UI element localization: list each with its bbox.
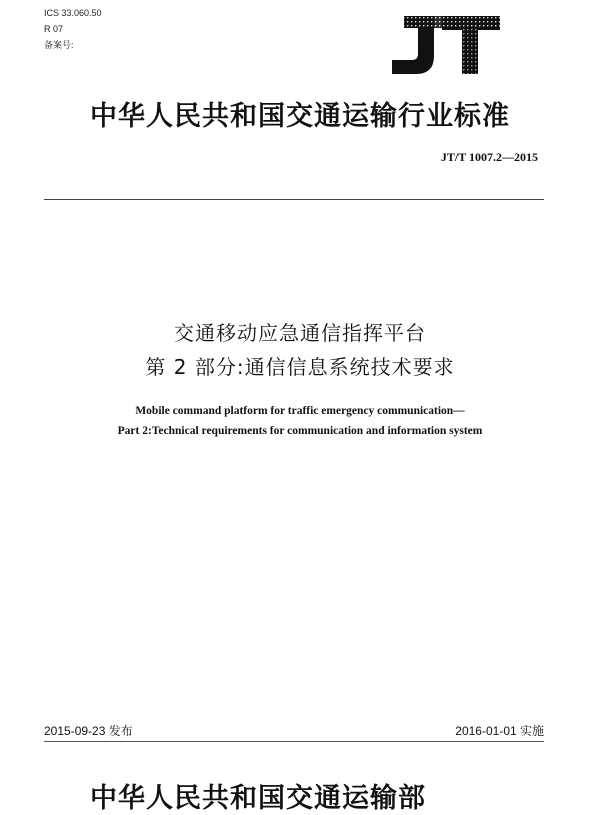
publisher-name: 中华人民共和国交通运输部 bbox=[90, 783, 426, 814]
english-title-line-2: Part 2:Technical requirements for communication and information system bbox=[117, 425, 483, 437]
chinese-title-line-1: 交通移动应急通信指挥平台 bbox=[174, 321, 426, 345]
implementation-date: 2016-01-01 实施 bbox=[455, 724, 544, 738]
chinese-title-line-2: 第 2 部分:通信信息系统技术要求 bbox=[145, 355, 455, 379]
english-title-line-1: Mobile command platform for traffic emergency communication— bbox=[135, 405, 465, 417]
divider-top bbox=[44, 199, 544, 200]
divider-bottom bbox=[44, 741, 544, 742]
standard-number: JT/T 1007.2—2015 bbox=[440, 150, 538, 164]
industry-standard-title: 中华人民共和国交通运输行业标准 bbox=[90, 101, 510, 132]
ics-code: ICS 33.060.50 bbox=[44, 8, 102, 18]
issue-date: 2015-09-23 发布 bbox=[44, 724, 133, 738]
record-number-label: 备案号: bbox=[44, 40, 74, 50]
ccs-code: R 07 bbox=[44, 24, 64, 34]
jt-logo bbox=[382, 12, 502, 78]
